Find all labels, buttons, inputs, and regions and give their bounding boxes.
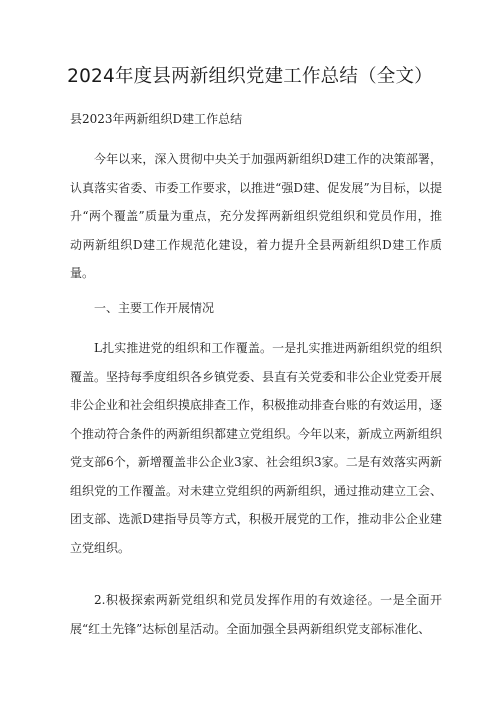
paragraph-explore-pathways: 2.积极探索两新党组织和党员发挥作用的有效途径。一是全面开展“红土先锋”达标创星活动。全面加强全县两新组织党支部标准化、 — [70, 593, 442, 636]
document-subtitle: 县2023年两新组织D建工作总结 — [70, 112, 243, 126]
paragraph-organization-coverage: L扎实推进党的组织和工作覆盖。一是扎实推进两新组织党的组织覆盖。坚持每季度组织各乡镇党委、县直有关党委和非公企业党委开展非公企业和社会组织摸底排查工作，积极推动排查台账的有效运用，逐个推动符合条件的两新组织都建立党组织。今年以来，新成立两新组织党支部6个，新增覆盖非公企业3家、社会组织3家。二是有效落实两新组织党的工作覆盖。对未建立党组织的两新组织，通过推动建立工会、团支部、选派D建指导员等方式，积极开展党的工作，推动非公企业建立党组织。 — [70, 341, 443, 555]
section-heading-main-work: 一、主要工作开展情况 — [94, 301, 215, 315]
intro-paragraph: 今年以来，深入贯彻中央关于加强两新组织D建工作的决策部署，认真落实省委、市委工作要求，以推进“强D建、促发展”为目标，以提升“两个覆盖”质量为重点，充分发挥两新组织党组织和党员作用，推动两新组织D建工作规范化建设，着力提升全县两新组织D建工作质量。 — [70, 152, 442, 280]
document-title: 2024年度县两新组织党建工作总结（全文） — [67, 66, 433, 87]
